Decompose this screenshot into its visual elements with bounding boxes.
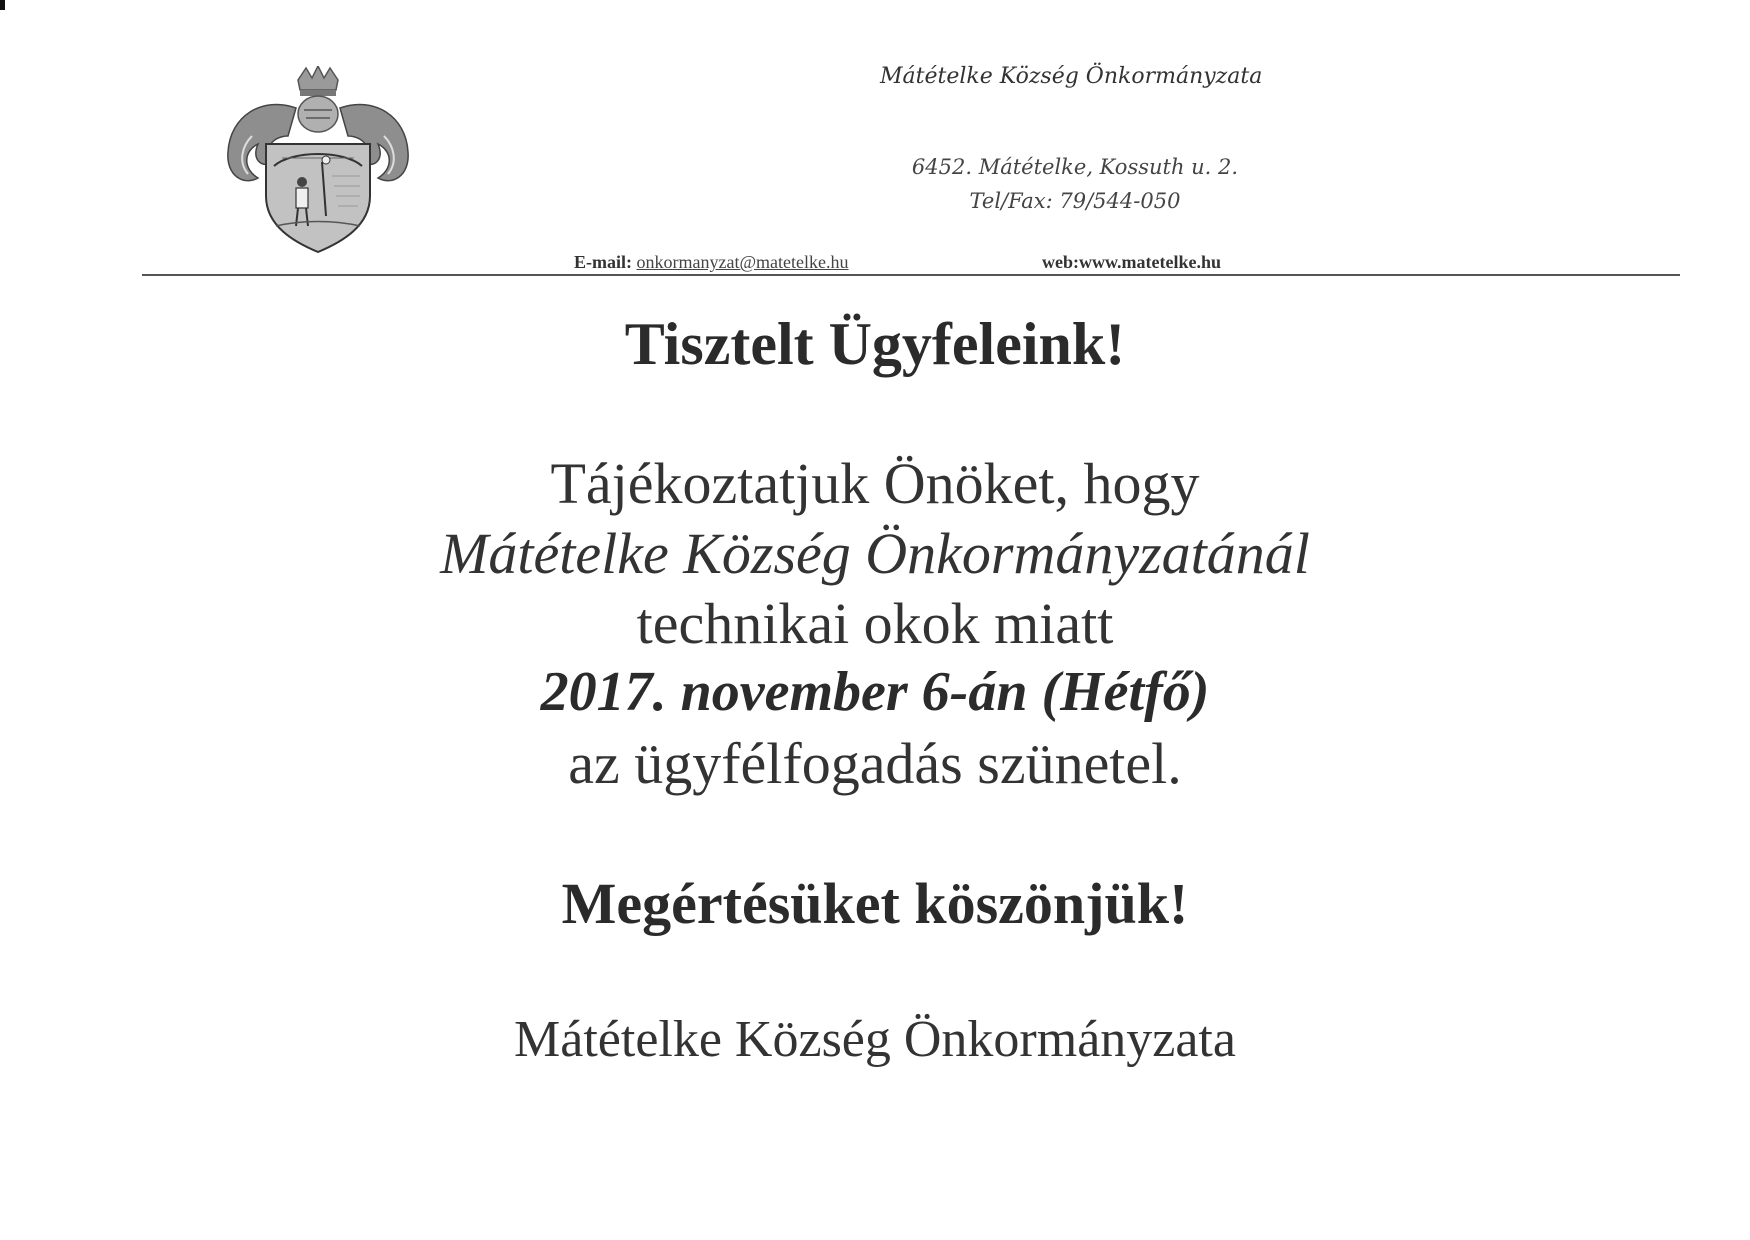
notice-line-2: Mátételke Község Önkormányzatánál — [440, 521, 1310, 586]
letterhead-address: 6452. Mátételke, Kossuth u. 2. — [911, 155, 1239, 179]
coat-of-arms-logo — [222, 66, 414, 254]
scan-corner-mark — [0, 0, 5, 10]
letterhead-organization-name: Mátételke Község Önkormányzata — [880, 64, 1263, 89]
letterhead-address-block — [860, 150, 1290, 218]
notice-line-3: technikai okok miatt — [636, 591, 1114, 656]
email-label: E-mail: — [574, 252, 632, 272]
contact-email — [574, 252, 849, 273]
notice-signature: Mátételke Község Önkormányzata — [514, 1011, 1236, 1068]
letterhead-phone: Tel/Fax: 79/544-050 — [969, 189, 1181, 213]
contact-web: web:www.matetelke.hu — [1042, 252, 1221, 272]
notice-line-1: Tájékoztatjuk Önöket, hogy — [550, 451, 1200, 516]
notice-date: 2017. november 6-án (Hétfő) — [540, 661, 1210, 723]
letterhead-divider — [142, 274, 1680, 276]
notice-greeting: Tisztelt Ügyfeleink! — [624, 311, 1126, 377]
notice-thanks: Megértésüket köszönjük! — [561, 871, 1189, 936]
notice-line-5: az ügyfélfogadás szünetel. — [568, 731, 1182, 796]
email-link[interactable]: onkormanyzat@matetelke.hu — [636, 252, 849, 272]
